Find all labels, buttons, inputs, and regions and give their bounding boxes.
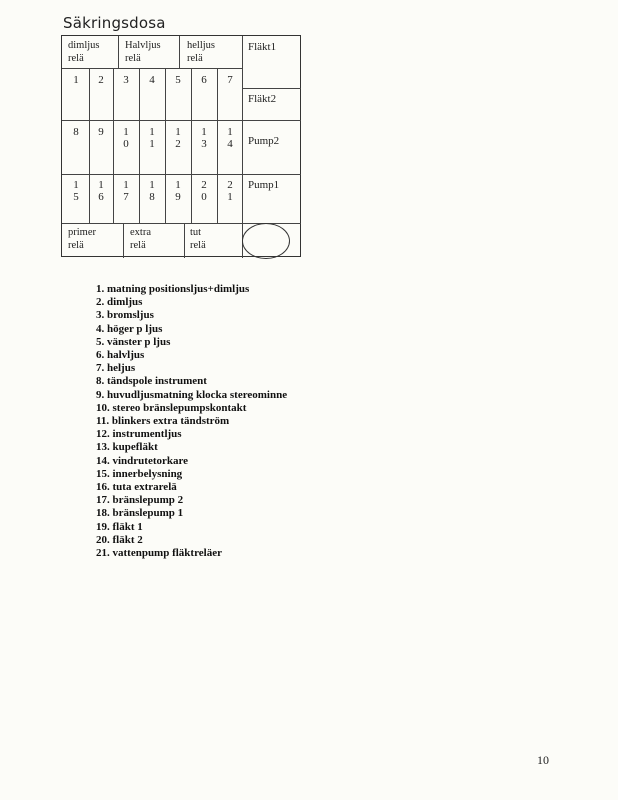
list-item: 15. innerbelysning <box>96 467 183 480</box>
fuse-18: 1 8 <box>149 179 155 203</box>
list-item: 6. halvljus <box>96 349 145 362</box>
list-item: 2. dimljus <box>96 296 143 309</box>
relay-dimljus: dimljus relä <box>68 40 100 64</box>
label-flakt1: Fläkt1 <box>248 41 277 53</box>
grid-line <box>217 68 218 223</box>
fuse-14: 1 4 <box>227 126 233 150</box>
list-item: 1. matning positionsljus+dimljus <box>96 283 250 295</box>
grid-line <box>113 68 114 223</box>
fuse-19: 1 9 <box>175 179 181 203</box>
list-item: 13. kupefläkt <box>96 441 158 454</box>
fuse-6: 6 <box>201 74 207 86</box>
list-item: 3. bromsljus <box>96 309 154 322</box>
grid-line <box>118 36 119 68</box>
grid-line <box>242 36 243 223</box>
fuse-17: 1 7 <box>123 179 129 203</box>
grid-line <box>165 68 166 223</box>
fuse-13: 1 3 <box>201 126 207 150</box>
grid-line <box>191 68 192 223</box>
fuse-20: 2 0 <box>201 179 207 203</box>
list-item: 5. vänster p ljus <box>96 335 171 348</box>
grid-line <box>123 223 124 258</box>
grid-line <box>62 120 301 121</box>
label-pump2: Pump2 <box>248 135 280 147</box>
fuse-2: 2 <box>98 74 104 86</box>
relay-helljus: helljus relä <box>187 40 215 64</box>
grid-line <box>89 68 90 223</box>
fuse-12: 1 2 <box>175 126 181 150</box>
grid-line <box>139 68 140 223</box>
list-item: 21. vattenpump fläktreläer <box>96 547 222 560</box>
list-item: 20. fläkt 2 <box>96 533 143 546</box>
page-number: 10 <box>537 753 549 767</box>
relay-extra: extra relä <box>130 227 151 251</box>
list-item: 17. bränslepump 2 <box>96 494 184 507</box>
fuse-4: 4 <box>149 74 155 86</box>
list-item: 7. heljus <box>96 362 136 375</box>
fuse-16: 1 6 <box>98 179 104 203</box>
grid-line <box>242 88 301 89</box>
list-item: 16. tuta extrarelä <box>96 481 177 494</box>
list-item: 18. bränslepump 1 <box>96 507 184 520</box>
page-title: Säkringsdosa <box>63 14 166 32</box>
list-item: 8. tändspole instrument <box>96 375 207 388</box>
fuse-9: 9 <box>98 126 104 138</box>
list-item: 10. stereo bränslepumpskontakt <box>96 401 247 414</box>
fuse-legend-list <box>96 283 287 560</box>
fuse-21: 2 1 <box>227 179 233 203</box>
label-pump1: Pump1 <box>248 179 280 191</box>
fuse-15: 1 5 <box>73 179 79 203</box>
relay-primer: primer relä <box>68 227 96 251</box>
list-item: 11. blinkers extra tändström <box>96 415 230 428</box>
relay-tut: tut relä <box>190 227 206 251</box>
fuse-1: 1 <box>73 74 79 86</box>
oval-shape <box>242 223 290 259</box>
fuse-8: 8 <box>73 126 79 138</box>
grid-line <box>184 223 185 258</box>
fuse-11: 1 1 <box>149 126 155 150</box>
fuse-3: 3 <box>123 74 129 86</box>
grid-line <box>62 174 301 175</box>
list-item: 12. instrumentljus <box>96 428 182 441</box>
fuse-10: 1 0 <box>123 126 129 150</box>
relay-halvljus: Halvljus relä <box>125 40 161 64</box>
label-flakt2: Fläkt2 <box>248 93 277 105</box>
list-item: 14. vindrutetorkare <box>96 454 189 467</box>
fuse-7: 7 <box>227 74 233 86</box>
list-item: 19. fläkt 1 <box>96 520 143 533</box>
list-item: 4. höger p ljus <box>96 322 163 335</box>
grid-line <box>179 36 180 68</box>
list-item: 9. huvudljusmatning klocka stereominne <box>96 388 288 401</box>
fuse-5: 5 <box>175 74 181 86</box>
